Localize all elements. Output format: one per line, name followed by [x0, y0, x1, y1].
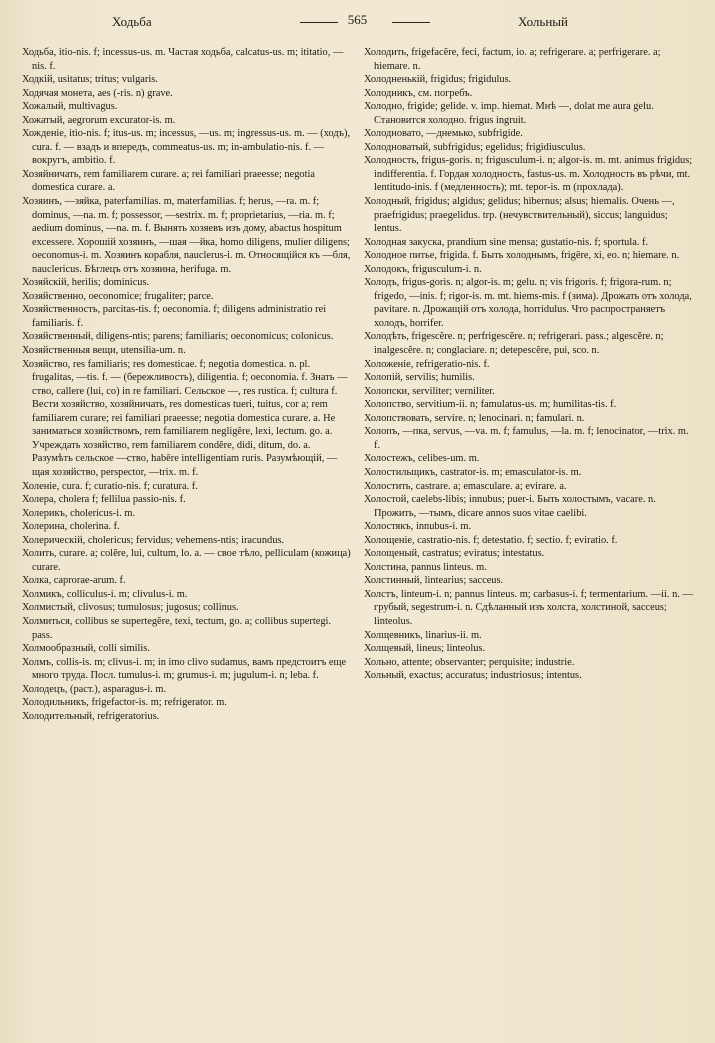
- dictionary-entry: Холеніе, cura. f; curatio-nis. f; curatura. f.: [22, 480, 198, 492]
- dictionary-entry: Холерическій, cholericus; fervidus; vehemens-ntis; iracundus.: [22, 534, 285, 546]
- dictionary-entry: Хожалый, multivagus.: [22, 101, 118, 113]
- dictionary-entry: Холодъ, frigus-goris. n; algor-is. m; gelu. n; vis frigoris. f; frigora-rum. n; frigedo, —inis. f; rigor-is. m. mt. hiems-mis. f (зима). Дрожать отъ холода, pavitare. n. Дрожащій отъ холода, horridulus. Что распространяетъ холодъ, horrifer.: [364, 277, 692, 329]
- dictionary-entry: Холщевый, lineus; linteolus.: [364, 643, 486, 655]
- dictionary-entry: Холостильщикъ, castrator-is. m; emasculator-is. m.: [364, 466, 582, 478]
- dictionary-entry: Холостякъ, innubus-i. m.: [364, 521, 472, 533]
- dictionary-entry: Холодная закуска, prandium sine mensa; gustatio-nis. f; sportula. f.: [364, 236, 649, 248]
- dictionary-entry: Холера, cholera f; fellilua passio-nis. f.: [22, 494, 186, 506]
- dictionary-entry: Хозяйственныя вещи, utensilia-um. n.: [22, 345, 186, 357]
- dictionary-entry: Ходкій, usitatus; tritus; vulgaris.: [22, 74, 158, 86]
- dictionary-entry: Хольный, exactus; accuratus; industriosus; intentus.: [364, 670, 582, 682]
- dictionary-entry: Холодникъ, см. погребъ.: [364, 87, 473, 99]
- right-column: [364, 46, 694, 683]
- dictionary-entry: Холодно, frigide; gelide. v. imp. hiemat. Мнѣ —, dolat me aura gelu. Становится холодно. frigus ingruit.: [364, 101, 654, 126]
- dictionary-entry: Холопій, servilis; humilis.: [364, 372, 475, 384]
- dictionary-entry: Холерина, cholerina. f.: [22, 521, 120, 533]
- page-header: [20, 12, 695, 34]
- dictionary-entry: Холощеный, castratus; eviratus; intestatus.: [364, 548, 545, 560]
- page-number: 565: [347, 12, 368, 27]
- dictionary-entry: Холодительный, refrigeratorius.: [22, 710, 160, 722]
- dictionary-entry: Хозяинъ, —зяйка, paterfamilias. m, materfamilias. f; herus, —ra. m. f; dominus, —na. m. f; possessor, —sestrix. m. f; proprietarius, —ria. m. f; aedium dominus, —na. m. f. Вынять хозяевъ изъ дому, abactus hospitum excessere. Хорошій хозяинъ, —шая —йка, homo diligens, mulier diligens; oeconomus-i. m. Хозяинъ корабля, nauclerus-i. m. Относящійся къ —бля, nauclericus. Бѣглецъ отъ хозяина, herifuga. m.: [22, 196, 351, 275]
- dictionary-entry: Холмистый, clivosus; tumulosus; jugosus; collinus.: [22, 602, 239, 614]
- dictionary-entry: Холодѣть, frigescĕre. n; perfrigescĕre. n; refrigerari. pass.; algescĕre. n; inalgescĕre. n; conglaciare. n; detepescĕre, pui, sco. n.: [364, 331, 664, 357]
- dictionary-entry: Хозяйственно, oeconomice; frugaliter; parce.: [22, 290, 214, 302]
- dictionary-entry: Холмообразный, colli similis.: [22, 643, 150, 655]
- dictionary-entry: Холоженіе, refrigeratio-nis. f.: [364, 358, 490, 370]
- dictionary-entry: Холодокъ, frigusculum-i. n.: [364, 263, 482, 275]
- dictionary-entry: Холостой, caelebs-libis; innubus; puer-i. Быть холостымъ, vacare. n. Прожить, —тымъ, dicare annos suos vitae caelibi.: [364, 494, 656, 519]
- dictionary-entry: Холодить, frigefacĕre, feci, factum, io. a; refrigerare. a; perfrigerare. a; hiemare. n.: [364, 47, 661, 72]
- dictionary-entry: Холерикъ, cholericus-i. m.: [22, 507, 135, 519]
- dictionary-entry: Холопски, serviliter; verniliter.: [364, 385, 495, 397]
- dictionary-entry: Холодецъ, (раст.), asparagus-i. m.: [22, 683, 167, 695]
- dictionary-entry: Холмиться, collibus se supertegĕre, texi, tectum, go. a; collibus supertegi. pass.: [22, 615, 332, 641]
- dictionary-entry: Хожденіе, itio-nis. f; itus-us. m; incessus, —us. m; ingressus-us. m. — (ходъ), cura. f. — взадъ и впередъ, commeatus-us. m; in-ambulatio-nis. f. — вокругъ, ambitio. f.: [22, 128, 351, 167]
- dictionary-entry: Холостежъ, celibes-um. m.: [364, 453, 480, 465]
- left-column: [22, 46, 352, 723]
- header-rule-right: [392, 22, 430, 23]
- header-right-word: Хольный: [518, 14, 568, 29]
- dictionary-entry: Холощеніе, castratio-nis. f; detestatio. f; sectio. f; eviratio. f.: [364, 534, 618, 546]
- dictionary-entry: Холстъ, linteum-i. n; pannus linteus. m; carbasus-i. f; termentarium. —ii. n. — грубый, segestrum-i. n. Сдѣланный изъ холста, холстиной, sacceus; linteolus.: [364, 588, 693, 627]
- dictionary-entry: Хозяйскій, herilis; dominicus.: [22, 277, 150, 289]
- dictionary-entry: Холодный, frigidus; algidus; gelidus; hibernus; alsus; hiemalis. Очень —, praefrigidus; praegelidus. trp. (нечувствительный), siccus; languidus; lentus.: [364, 196, 675, 235]
- dictionary-entry: Холодноватый, subfrigidus; egelidus; frigidiusculus.: [364, 141, 586, 153]
- dictionary-entry: Хольно, attente; observanter; perquisite; industrie.: [364, 656, 575, 668]
- dictionary-entry: Холопъ, —пка, servus, —va. m. f; famulus, —la. m. f; lenocinator, —trix. m. f.: [364, 426, 689, 451]
- dictionary-entry: Холостить, castrare. a; emasculare. a; evirare. a.: [364, 480, 567, 492]
- dictionary-entry: Холодноватo, —днемько, subfrigide.: [364, 128, 523, 140]
- dictionary-entry: Холить, curare. a; colĕre, lui, cultum, lo. a. — свое тѣло, pelliculam (кожица) curare.: [22, 548, 351, 573]
- dictionary-entry: Холмикъ, colliculus-i. m; clivulus-i. m.: [22, 588, 188, 600]
- dictionary-entry: Холмъ, collis-is. m; clivus-i. m; in imo clivo sudamus, вамъ предстоитъ еще много труда. Посл. tumulus-i. m; grumus-i. m; jugulum-i. n; leba. f.: [22, 656, 347, 682]
- dictionary-entry: Холстинный, lintearius; sacceus.: [364, 575, 504, 587]
- dictionary-entry: Холодильникъ, frigefactor-is. m; refrigerator. m.: [22, 697, 227, 709]
- dictionary-entry: Холодность, frigus-goris. n; frigusculum-i. n; algor-is. m. mt. animus frigidus; indifferentia. f. Гордая холодность, fastus-us. m. Холодность въ рѣчи, mt. lentitudo-inis. f (медленность); mt. tepor-is. m (прохлада).: [364, 155, 693, 194]
- dictionary-entry: Холодненькій, frigidus; frigidulus.: [364, 74, 512, 86]
- dictionary-entry: Хожатый, aegrorum excurator-is. m.: [22, 114, 176, 126]
- dictionary-entry: Холодное питье, frigida. f. Быть холоднымъ, frigēre, xi, eo. n; hiemare. n.: [364, 250, 680, 262]
- dictionary-entry: Хозяйственность, parcitas-tis. f; oeconomia. f; diligens administratio rei familiaris. f.: [22, 304, 327, 329]
- dictionary-entry: Холопство, servitium-ii. n; famulatus-us. m; humilitas-tis. f.: [364, 399, 617, 411]
- dictionary-entry: Хозяйство, res familiaris; res domesticae. f; negotia domestica. n. pl. frugalitas, —tis. f. — (бережливость), diligentia. f; oeconomia. f. Знать —ство, callere (lui, со) in re familiari. Сельское —, res rustica. f; cultura f. Вести хозяйство, хозяйничать, res domesticas tueri, tuitus, cor a; rem familiarem curare; rei familiari praeesse; negotia domestica curare. a. Не заниматься хозяйствомъ, rem familiarem negligĕre, lexi, lectum. go. a. Учреждать хозяйство, rem familiarem condĕre, didi, ditum, do. a. Разумѣть сельское —ство, habēre intelligentiam ruris. Разумѣющій, —щая хозяйство, perspector, —trix. m. f.: [22, 358, 348, 478]
- dictionary-entry: Ходьба, itio-nis. f; incessus-us. m. Частая ходьба, calcatus-us. m; ititatio, —nis. f.: [22, 47, 344, 72]
- dictionary-entry: Ходячая монета, aes (-ris. n) grave.: [22, 87, 173, 99]
- header-left-word: Ходьба: [112, 14, 152, 29]
- dictionary-entry: Хозяйничать, rem familiarem curare. a; rei familiari praeesse; negotia domestica curare. a.: [22, 168, 316, 194]
- dictionary-entry: Холстина, pannus linteus. m.: [364, 561, 487, 573]
- dictionary-entry: Хозяйственный, diligens-ntis; parens; familiaris; oeconomicus; colonicus.: [22, 331, 334, 343]
- dictionary-entry: Холщевникъ, linarius-ii. m.: [364, 629, 482, 641]
- dictionary-entry: Холопствовать, servire. n; lenocinari. n; famulari. n.: [364, 412, 585, 424]
- dictionary-entry: Холка, caprorae-arum. f.: [22, 575, 126, 587]
- header-page-number-wrap: [20, 12, 695, 28]
